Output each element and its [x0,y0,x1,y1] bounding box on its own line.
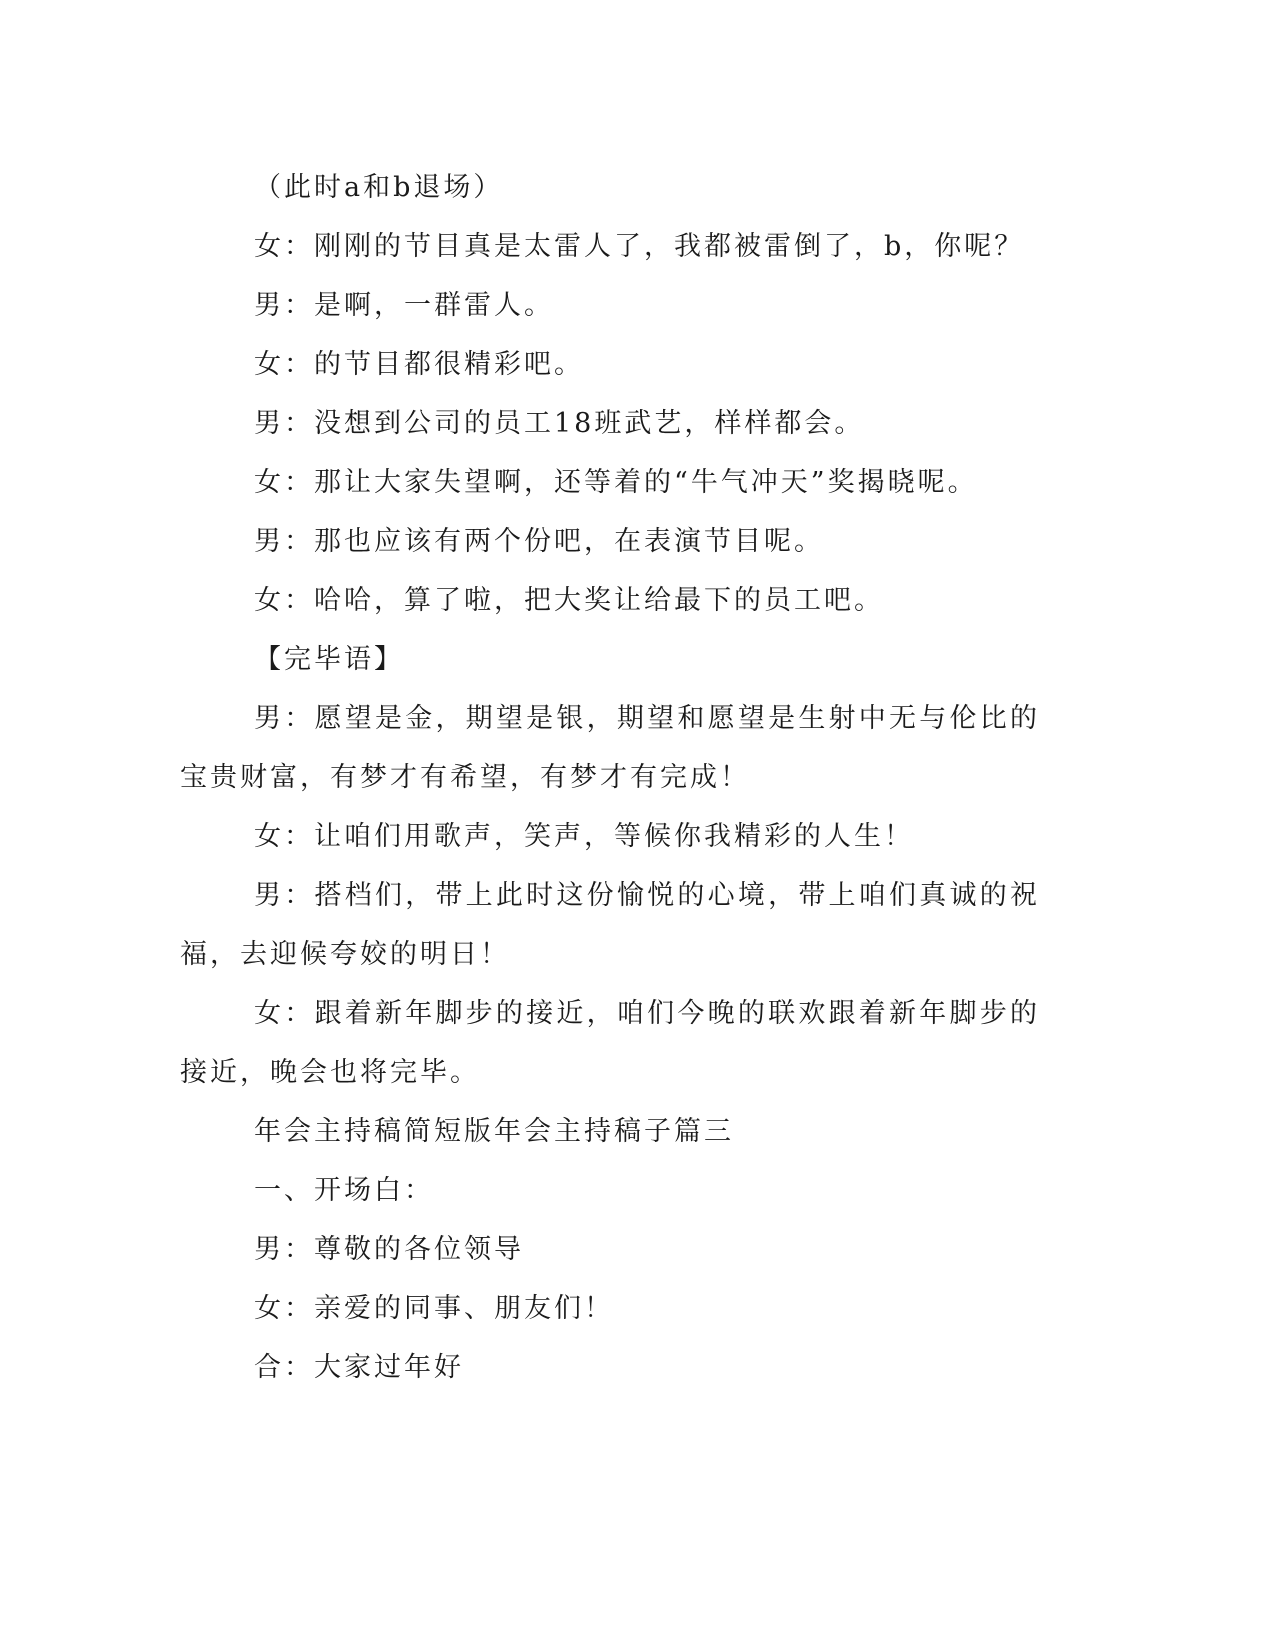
section-heading-opening: 一、开场白： [254,1175,434,1206]
paragraph-dialogue: 男：愿望是金，期望是银，期望和愿望是生射中无与伦比的宝贵财富，有梦才有希望，有梦才有完成！ [180,703,1040,793]
paragraph-dialogue: 女：哈哈，算了啦，把大奖让给最下的员工吧。 [254,585,884,616]
document-body [180,158,1040,1397]
paragraph-dialogue: 女：亲爱的同事、朋友们！ [254,1293,614,1324]
section-heading-closing: 【完毕语】 [254,644,404,675]
section-title: 年会主持稿简短版年会主持稿子篇三 [254,1116,734,1147]
paragraph-dialogue: 男：没想到公司的员工18班武艺，样样都会。 [254,408,865,439]
paragraph-dialogue: 女：让咱们用歌声，笑声，等候你我精彩的人生！ [254,821,914,852]
paragraph-dialogue: 女：那让大家失望啊，还等着的“牛气冲天”奖揭晓呢。 [254,467,978,498]
paragraph-dialogue: 女：跟着新年脚步的接近，咱们今晚的联欢跟着新年脚步的接近，晚会也将完毕。 [180,998,1040,1088]
paragraph-dialogue: 男：尊敬的各位领导 [254,1234,524,1265]
paragraph-dialogue: 男：是啊，一群雷人。 [254,290,554,321]
paragraph-dialogue: 合：大家过年好 [254,1352,464,1383]
paragraph-stage-direction: （此时a和b退场） [254,172,504,203]
paragraph-dialogue: 女：的节目都很精彩吧。 [254,349,584,380]
paragraph-dialogue: 男：搭档们，带上此时这份愉悦的心境，带上咱们真诚的祝福，去迎候夸姣的明日！ [180,880,1040,970]
paragraph-dialogue: 女：刚刚的节目真是太雷人了，我都被雷倒了，b，你呢？ [254,231,1025,262]
paragraph-dialogue: 男：那也应该有两个份吧，在表演节目呢。 [254,526,824,557]
